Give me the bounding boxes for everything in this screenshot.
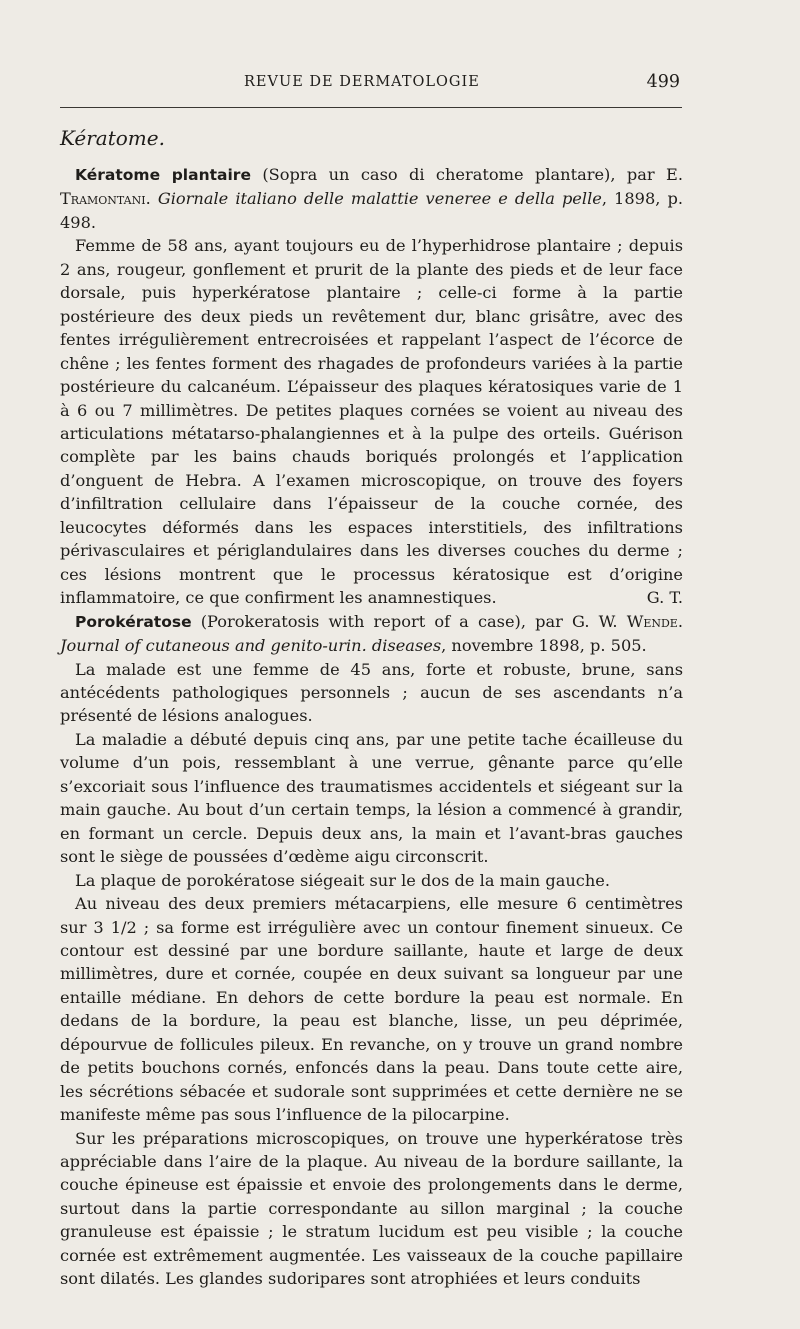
article-1-orig-title: (Sopra un caso di cheratome plantare), par E. bbox=[250, 165, 683, 184]
article-1-title: Kératome plantaire bbox=[75, 166, 251, 184]
article-2-journal: Journal of cutaneous and genito-urin. diseases bbox=[60, 636, 442, 656]
article-1-heading: Kératome plantaire (Sopra un caso di cheratome plantare), par E. Tramontani. Giornale italiano delle malattie veneree e della pelle, 1898, p. 498. bbox=[60, 165, 683, 232]
article-2-paragraph-5: Sur les préparations microscopiques, on trouve une hyperkératose très appréciable dans l’aire de la plaque. Au niveau de la bordure saillante, la couche épineuse est épaissie et envoie des prolongements dans le derme, surtout dans la partie correspondante au sillon marginal ; la couche granuleuse est épaissie ; le stratum lucidum est peu visible ; la couche cornée est extrêmement augmentée. Les vaisseaux de la couche papillaire sont dilatés. Les glandes sudoripares sont atrophiées et leurs conduits bbox=[60, 1128, 683, 1289]
article-1-journal: Giornale italiano delle malattie veneree e della pelle bbox=[157, 189, 602, 209]
page-header bbox=[60, 72, 680, 100]
article-2-citation: , novembre 1898, p. 505. bbox=[441, 636, 647, 656]
article-2-title: Porokératose bbox=[75, 612, 192, 631]
article-1-text: Femme de 58 ans, ayant toujours eu de l’hyperhidrose plantaire ; depuis 2 ans, rougeur, gonflement et prurit de la plante des pieds et de leur face dorsale, puis hyperkératose plantaire ; celle-ci forme à la partie postérieure des deux pieds un revêtement dur, blanc grisâtre, avec des fentes irrégulièrement entrecroisées et rappelant l’aspect de l’écorce de chêne ; les fentes forment des rhagades de profondeurs variées à la partie postérieure du calcanéum. L’épaisseur des plaques kératosiques varie de 1 à 6 ou 7 millimètres. De petites plaques cornées se voient au niveau des articulations métatarso-phalangiennes et à la pulpe des orteils. Guérison complète par les bains chauds boriqués prolongés et l’application d’onguent de Hebra. A l’examen microscopique, on trouve des foyers d’infiltration cellulaire dans l’épaisseur de la couche cornée, des leucocytes déformés dans les espaces interstitiels, des infiltrations périvasculaires et périglandulaires dans les diverses couches du derme ; ces lésions montrent que le processus kératosique est d’origine inflammatoire, ce que confirment les anamnestiques. bbox=[60, 236, 683, 608]
page-number: 499 bbox=[646, 72, 680, 92]
article-2-orig-title: (Porokeratosis with report of a case), par G. W. bbox=[191, 611, 627, 631]
article-2-paragraph-2: La maladie a débuté depuis cinq ans, par une petite tache écailleuse du volume d’un pois, ressemblant à une verrue, gênante parce qu’elle s’excoriait sous l’influence des traumatismes accidentels et siégeant sur la main gauche. Au bout d’un certain temps, la lésion a commencé à grandir, en formant un cercle. Depuis deux ans, la main et l’avant-bras gauches sont le siège de poussées d’œdème aigu circonscrit. bbox=[60, 729, 683, 867]
header-rule bbox=[60, 107, 682, 108]
section-title: Kératome. bbox=[60, 126, 165, 150]
article-body bbox=[60, 163, 683, 1291]
article-2-heading: Porokératose (Porokeratosis with report of a case), par G. W. Wende. Journal of cutaneous and genito-urin. diseases, novembre 1898, p. 505. bbox=[60, 611, 683, 656]
running-title: REVUE DE DERMATOLOGIE bbox=[244, 74, 480, 90]
article-2-paragraph-3: La plaque de porokératose siégeait sur le dos de la main gauche. bbox=[75, 870, 611, 890]
article-1-citation: , 1898, p. 498. bbox=[60, 189, 683, 232]
article-2-paragraph-4: Au niveau des deux premiers métacarpiens, elle mesure 6 centimètres sur 3 1/2 ; sa forme est irrégulière avec un contour finement sinueux. Ce contour est dessiné par une bordure saillante, haute et large de deux millimètres, dure et cornée, coupée en deux suivant sa longueur par une entaille médiane. En dehors de cette bordure la peau est normale. En dedans de la bordure, la peau est blanche, lisse, un peu déprimée, dépourvue de follicules pileux. En revanche, on y trouve un grand nombre de petits bouchons cornés, enfoncés dans la peau. Dans toute cette aire, les sécrétions sébacée et sudorale sont supprimées et cette dernière ne se manifeste même pas sous l’influence de la pilocarpine. bbox=[60, 894, 683, 1125]
article-2-paragraph-1: La malade est une femme de 45 ans, forte et robuste, brune, sans antécédents pathologiques personnels ; aucun de ses ascendants n’a présenté de lésions analogues. bbox=[60, 659, 683, 726]
article-1-paragraph bbox=[60, 234, 683, 609]
article-1-author: Tramontani bbox=[60, 189, 146, 209]
article-2-author: Wende bbox=[626, 611, 678, 631]
article-1-signature: G. T. bbox=[646, 588, 683, 608]
